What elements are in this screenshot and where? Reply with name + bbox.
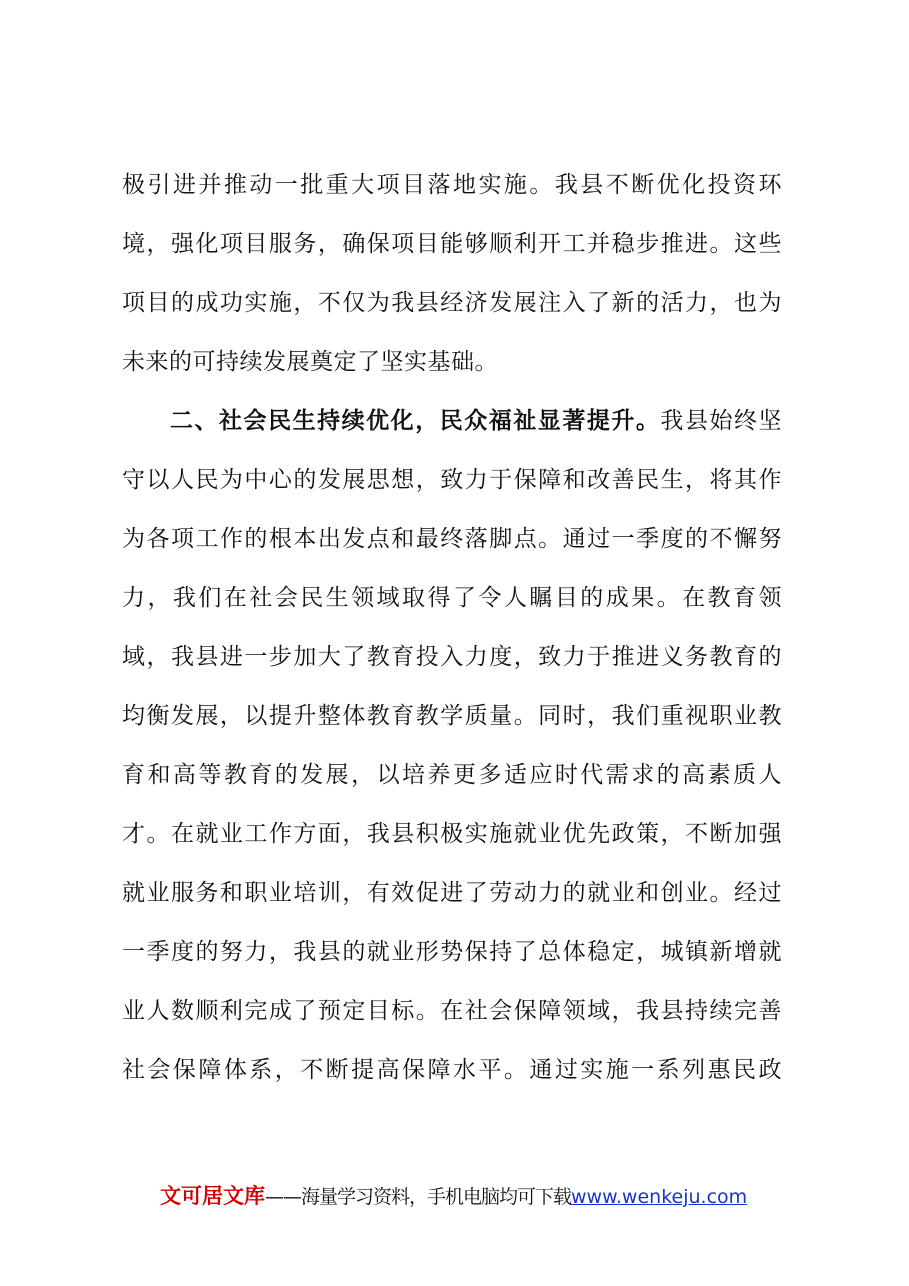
paragraph-line: 均衡发展，以提升整体教育教学质量。同时，我们重视职业教 (122, 703, 782, 729)
paragraph-line: 社会保障体系，不断提高保障水平。通过实施一系列惠民政 (122, 1057, 782, 1083)
footer-link[interactable]: www.wenkeju.com (571, 1186, 748, 1208)
footer-brand: 文可居文库 (160, 1184, 265, 1208)
footer-banner (160, 1180, 780, 1212)
paragraph-line: 项目的成功实施，不仅为我县经济发展注入了新的活力，也为 (122, 290, 782, 316)
paragraph-line: 才。在就业工作方面，我县积极实施就业优先政策，不断加强 (122, 821, 782, 847)
paragraph-line: 为各项工作的根本出发点和最终落脚点。通过一季度的不懈努 (122, 526, 782, 552)
paragraph-line: 一季度的努力，我县的就业形势保持了总体稳定，城镇新增就 (122, 939, 782, 965)
paragraph-line: 境，强化项目服务，确保项目能够顺利开工并稳步推进。这些 (122, 231, 782, 257)
paragraph-line: 育和高等教育的发展，以培养更多适应时代需求的高素质人 (122, 762, 782, 788)
section-heading-line (170, 404, 782, 438)
footer-tagline: ——海量学习资料，手机电脑均可下载 (265, 1186, 572, 1208)
paragraph-line: 未来的可持续发展奠定了坚实基础。 (122, 349, 498, 375)
paragraph-line: 域，我县进一步加大了教育投入力度，致力于推进义务教育的 (122, 644, 782, 670)
section-heading: 二、社会民生持续优化，民众福祉显著提升。 (170, 407, 661, 434)
paragraph-line: 就业服务和职业培训，有效促进了劳动力的就业和创业。经过 (122, 880, 782, 906)
section-heading-tail: 我县始终坚 (660, 408, 783, 434)
paragraph-line: 守以人民为中心的发展思想，致力于保障和改善民生，将其作 (122, 467, 782, 493)
paragraph-line: 极引进并推动一批重大项目落地实施。我县不断优化投资环 (122, 172, 782, 198)
paragraph-line: 力，我们在社会民生领域取得了令人瞩目的成果。在教育领 (122, 585, 782, 611)
paragraph-line: 业人数顺利完成了预定目标。在社会保障领域，我县持续完善 (122, 998, 782, 1024)
